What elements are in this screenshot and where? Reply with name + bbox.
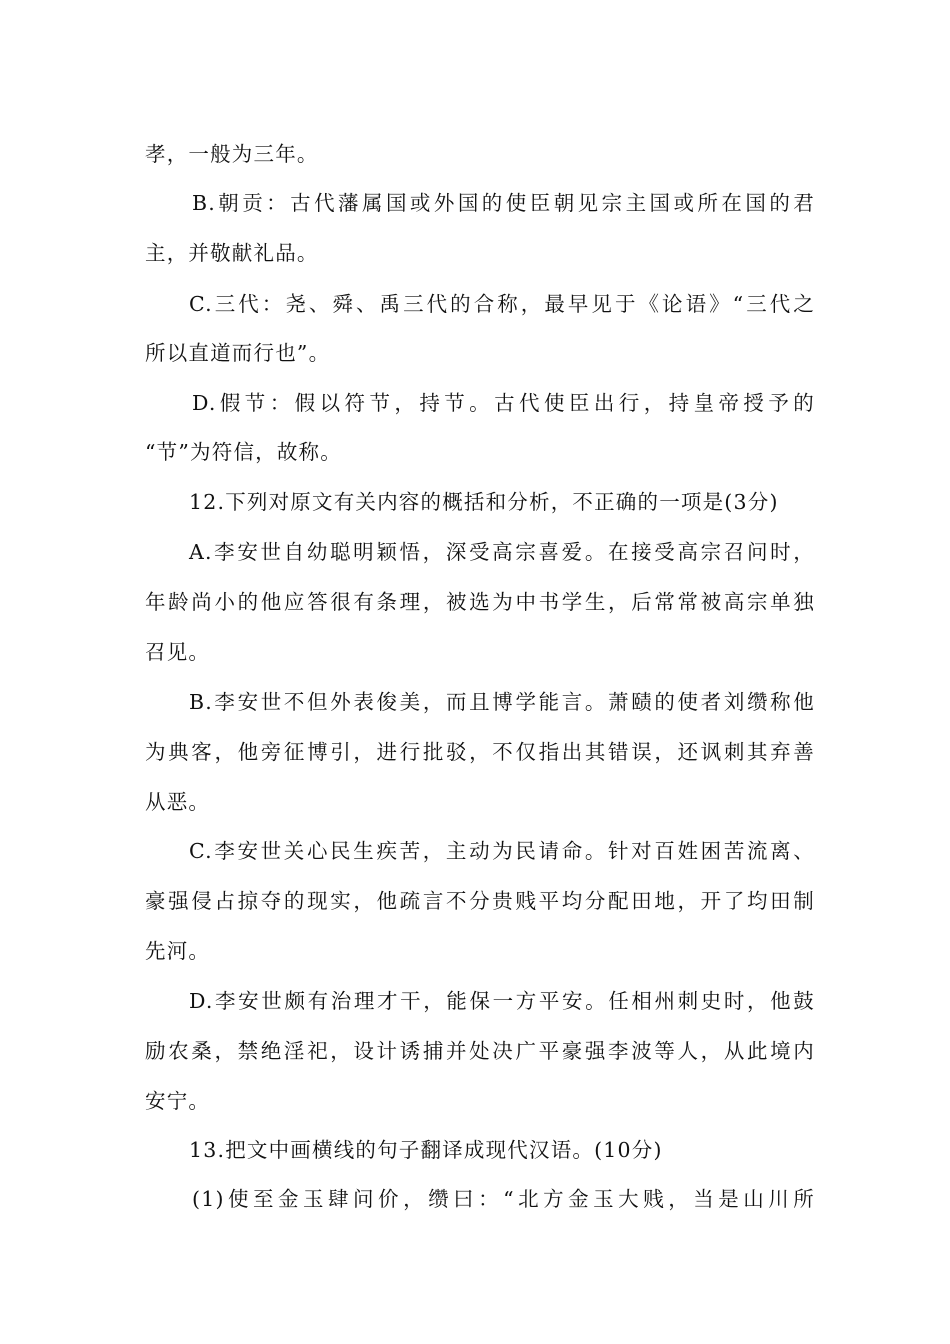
text-line: D.李安世颇有治理才干，能保一方平安。任相州刺史时，他鼓 <box>189 989 815 1013</box>
text-line: 所以直道而行也”。 <box>145 341 331 365</box>
question-heading: 13.把文中画横线的句子翻译成现代汉语。(10分) <box>189 1138 663 1162</box>
text-line: B.李安世不但外表俊美，而且博学能言。萧赜的使者刘缵称他 <box>189 690 815 714</box>
text-line: 豪强侵占掠夺的现实，他疏言不分贵贱平均分配田地，开了均田制 <box>145 889 815 913</box>
text-line: (1)使至金玉肆问价，缵曰：“北方金玉大贱，当是山川所 <box>192 1187 815 1211</box>
text-line: 召见。 <box>145 640 211 664</box>
text-line: 励农桑，禁绝淫祀，设计诱捕并处决广平豪强李波等人，从此境内 <box>145 1039 815 1063</box>
text-line: 从恶。 <box>145 790 211 814</box>
text-line: A.李安世自幼聪明颖悟，深受高宗喜爱。在接受高宗召问时， <box>189 540 815 564</box>
question-heading: 12.下列对原文有关内容的概括和分析，不正确的一项是(3分) <box>189 490 779 514</box>
text-line: “节”为符信，故称。 <box>145 440 342 464</box>
text-line: D.假节：假以符节，持节。古代使臣出行，持皇帝授予的 <box>192 391 815 415</box>
text-line: 安宁。 <box>145 1089 211 1113</box>
text-line: C.三代：尧、舜、禹三代的合称，最早见于《论语》“三代之 <box>189 292 815 316</box>
text-line: 主，并敬献礼品。 <box>145 241 319 265</box>
text-line: 年龄尚小的他应答很有条理，被选为中书学生，后常常被高宗单独 <box>145 590 815 614</box>
text-line: 孝，一般为三年。 <box>145 142 319 166</box>
text-line: C.李安世关心民生疾苦，主动为民请命。针对百姓困苦流离、 <box>189 839 815 863</box>
text-line: 先河。 <box>145 939 211 963</box>
text-line: B.朝贡：古代藩属国或外国的使臣朝见宗主国或所在国的君 <box>192 191 815 215</box>
text-line: 为典客，他旁征博引，进行批驳，不仅指出其错误，还讽刺其弃善 <box>145 740 815 764</box>
